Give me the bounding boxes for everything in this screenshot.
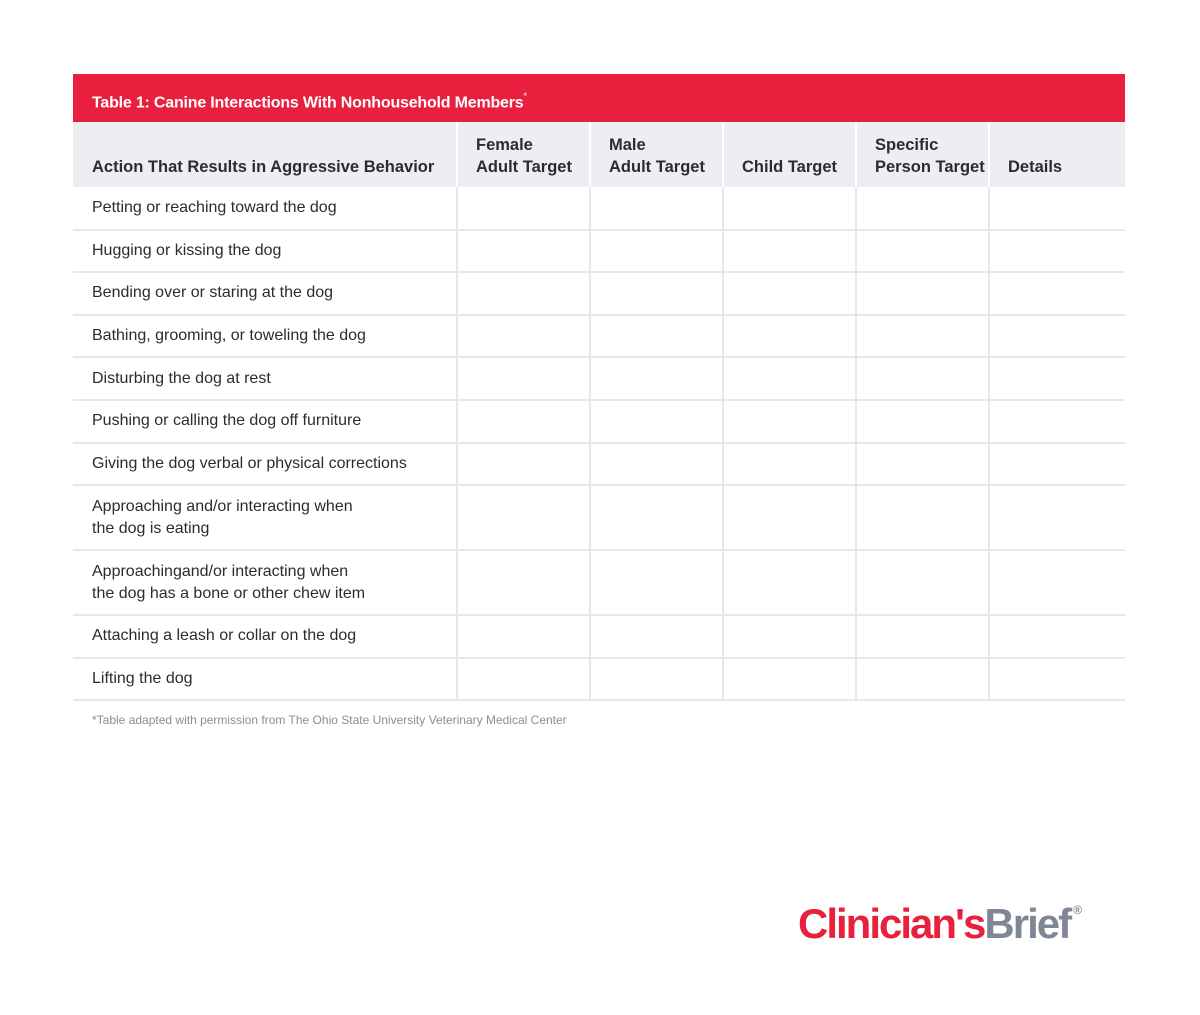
col-header-details: Details (989, 122, 1125, 187)
details-cell (989, 443, 1125, 486)
female-adult-cell (457, 315, 590, 358)
header-row (73, 122, 1125, 187)
table-row (73, 615, 1125, 658)
specific-person-cell (856, 187, 989, 230)
col-header-action: Action That Results in Aggressive Behavior (73, 122, 457, 187)
female-adult-cell (457, 272, 590, 315)
specific-person-cell (856, 272, 989, 315)
table-body (73, 187, 1125, 700)
female-adult-cell (457, 485, 590, 550)
specific-person-cell (856, 658, 989, 701)
specific-person-cell (856, 230, 989, 273)
specific-person-cell (856, 315, 989, 358)
specific-person-cell (856, 485, 989, 550)
row-action-label: Approachingand/or interacting when the dog has a bone or other chew item (73, 550, 457, 615)
child-cell (723, 400, 856, 443)
child-cell (723, 315, 856, 358)
table-row (73, 658, 1125, 701)
female-adult-cell (457, 615, 590, 658)
table-title: Table 1: Canine Interactions With Nonhousehold Members (92, 94, 524, 112)
child-cell (723, 485, 856, 550)
table-row (73, 400, 1125, 443)
table-title-bar (73, 74, 1125, 122)
col-header-specific-person: Specific Person Target (856, 122, 989, 187)
table-row (73, 230, 1125, 273)
female-adult-cell (457, 357, 590, 400)
child-cell (723, 443, 856, 486)
child-cell (723, 658, 856, 701)
child-cell (723, 230, 856, 273)
table-row (73, 187, 1125, 230)
child-cell (723, 615, 856, 658)
female-adult-cell (457, 230, 590, 273)
table-row (73, 357, 1125, 400)
table-title-mark: * (523, 91, 527, 101)
row-action-label: Petting or reaching toward the dog (73, 187, 457, 230)
male-adult-cell (590, 615, 723, 658)
child-cell (723, 187, 856, 230)
male-adult-cell (590, 443, 723, 486)
specific-person-cell (856, 400, 989, 443)
specific-person-cell (856, 357, 989, 400)
table-row (73, 443, 1125, 486)
row-action-label: Lifting the dog (73, 658, 457, 701)
row-action-label: Bending over or staring at the dog (73, 272, 457, 315)
row-action-label: Bathing, grooming, or toweling the dog (73, 315, 457, 358)
details-cell (989, 187, 1125, 230)
female-adult-cell (457, 443, 590, 486)
specific-person-cell (856, 550, 989, 615)
male-adult-cell (590, 485, 723, 550)
male-adult-cell (590, 357, 723, 400)
row-action-label: Hugging or kissing the dog (73, 230, 457, 273)
details-cell (989, 658, 1125, 701)
details-cell (989, 485, 1125, 550)
table-row (73, 315, 1125, 358)
col-header-child: Child Target (723, 122, 856, 187)
male-adult-cell (590, 272, 723, 315)
row-action-label: Attaching a leash or collar on the dog (73, 615, 457, 658)
child-cell (723, 272, 856, 315)
col-header-male-adult: Male Adult Target (590, 122, 723, 187)
male-adult-cell (590, 658, 723, 701)
details-cell (989, 400, 1125, 443)
details-cell (989, 230, 1125, 273)
row-action-label: Approaching and/or interacting when the dog is eating (73, 485, 457, 550)
male-adult-cell (590, 550, 723, 615)
child-cell (723, 357, 856, 400)
row-action-label: Giving the dog verbal or physical corrections (73, 443, 457, 486)
logo-text-clinicians: Clinician's (798, 900, 985, 947)
table-row (73, 550, 1125, 615)
specific-person-cell (856, 443, 989, 486)
details-cell (989, 357, 1125, 400)
male-adult-cell (590, 230, 723, 273)
logo-text-brief: Brief (984, 900, 1071, 947)
specific-person-cell (856, 615, 989, 658)
interactions-grid (73, 122, 1125, 701)
female-adult-cell (457, 658, 590, 701)
table-row (73, 272, 1125, 315)
details-cell (989, 615, 1125, 658)
registered-mark: ® (1073, 903, 1082, 917)
details-cell (989, 315, 1125, 358)
female-adult-cell (457, 550, 590, 615)
child-cell (723, 550, 856, 615)
male-adult-cell (590, 187, 723, 230)
row-action-label: Pushing or calling the dog off furniture (73, 400, 457, 443)
cliniciansbrief-logo (798, 899, 1082, 959)
female-adult-cell (457, 400, 590, 443)
table-footnote: *Table adapted with permission from The Ohio State University Veterinary Medical Center (92, 713, 567, 727)
male-adult-cell (590, 400, 723, 443)
row-action-label: Disturbing the dog at rest (73, 357, 457, 400)
table-row (73, 485, 1125, 550)
male-adult-cell (590, 315, 723, 358)
details-cell (989, 550, 1125, 615)
canine-interactions-table (73, 74, 1125, 701)
details-cell (989, 272, 1125, 315)
female-adult-cell (457, 187, 590, 230)
col-header-female-adult: Female Adult Target (457, 122, 590, 187)
